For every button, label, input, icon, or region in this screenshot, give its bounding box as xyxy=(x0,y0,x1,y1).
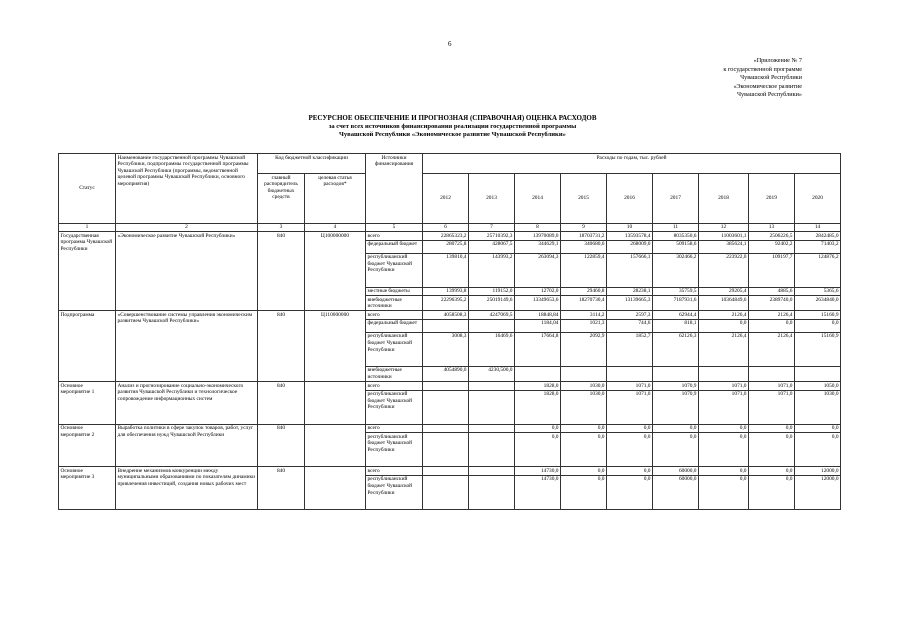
cell-value: 16469,6 xyxy=(469,332,515,366)
cell-value: 0,0 xyxy=(607,424,653,433)
header-expenses: Расходы по годам, тыс. рублей xyxy=(423,154,841,174)
column-number: 11 xyxy=(653,224,699,232)
cell-value: 3114,2 xyxy=(561,311,607,320)
cell-value xyxy=(749,366,795,381)
cell-value: 62126,3 xyxy=(653,332,699,366)
cell-value: 1071,0 xyxy=(749,390,795,424)
cell-value: 2597,3 xyxy=(607,311,653,320)
title-line: Чувашской Республики «Экономическое развитие Чувашской Республики» xyxy=(339,131,566,139)
column-number: 5 xyxy=(366,224,423,232)
header-year: 2015 xyxy=(561,174,607,224)
cell-source: республиканский бюджет Чувашской Республики xyxy=(366,475,423,509)
table-row xyxy=(59,424,841,433)
cell-value xyxy=(561,366,607,381)
cell-value: 2506226,5 xyxy=(749,232,795,241)
cell-value xyxy=(469,319,515,332)
cell-value: 13970089,0 xyxy=(515,232,561,241)
table-row xyxy=(59,232,841,241)
cell-value: 0,0 xyxy=(699,467,749,476)
cell-source: местные бюджеты xyxy=(366,287,423,296)
cell-value: 139993,8 xyxy=(423,287,469,296)
cell-value: 0,0 xyxy=(515,433,561,467)
cell-value xyxy=(469,467,515,476)
cell-value: 0,0 xyxy=(561,475,607,509)
cell-value: 0,0 xyxy=(607,475,653,509)
cell-value: 2126,4 xyxy=(749,332,795,366)
appendix-line: Чувашской Республики xyxy=(740,74,802,82)
cell-value: 1070,9 xyxy=(653,390,699,424)
cell-value xyxy=(469,382,515,391)
cell-value: 1030,0 xyxy=(561,382,607,391)
cell-value: 11003601,1 xyxy=(699,232,749,241)
cell-value: 1070,9 xyxy=(653,382,699,391)
cell-value: 263094,3 xyxy=(515,253,561,287)
cell-grbs: 840 xyxy=(258,311,305,382)
cell-status: Подпрограмма xyxy=(59,311,116,382)
appendix-line: «Приложение № 7 xyxy=(753,57,802,64)
cell-value: 60000,0 xyxy=(653,475,699,509)
cell-value: 0,0 xyxy=(653,433,699,467)
cell-source: всего xyxy=(366,311,423,320)
header-sources: Источники финансирования xyxy=(366,154,423,224)
cell-value: 3008,3 xyxy=(423,332,469,366)
header-year: 2017 xyxy=(653,174,699,224)
cell-value: 0,0 xyxy=(607,433,653,467)
header-year: 2020 xyxy=(795,174,841,224)
cell-source: республиканский бюджет Чувашской Республики xyxy=(366,253,423,287)
cell-value xyxy=(423,475,469,509)
cell-value: 1030,0 xyxy=(795,390,841,424)
cell-value xyxy=(469,424,515,433)
cell-source: федеральный бюджет xyxy=(366,319,423,332)
column-number: 3 xyxy=(258,224,305,232)
cell-value: 4054890,0 xyxy=(423,366,469,381)
cell-value: 0,0 xyxy=(749,467,795,476)
cell-value xyxy=(423,433,469,467)
cell-value: 13139665,3 xyxy=(607,296,653,311)
resource-table xyxy=(58,153,841,510)
cell-value: 8035350,6 xyxy=(653,232,699,241)
cell-value: 1030,0 xyxy=(561,390,607,424)
cell-csr xyxy=(305,424,366,467)
cell-source: республиканский бюджет Чувашской Республики xyxy=(366,433,423,467)
cell-value: 302466,2 xyxy=(653,253,699,287)
cell-value: 818,1 xyxy=(653,319,699,332)
cell-value: 1852,7 xyxy=(607,332,653,366)
header-year: 2016 xyxy=(607,174,653,224)
cell-grbs: 840 xyxy=(258,382,305,425)
cell-value: 22296395,2 xyxy=(423,296,469,311)
column-number: 8 xyxy=(515,224,561,232)
cell-value: 1050,0 xyxy=(795,382,841,391)
cell-source: всего xyxy=(366,424,423,433)
cell-value: 4885,6 xyxy=(749,287,795,296)
cell-value xyxy=(423,382,469,391)
cell-status: Основное мероприятие 1 xyxy=(59,382,116,425)
cell-value: 71403,2 xyxy=(795,240,841,253)
appendix-line: Чувашской Республики» xyxy=(737,91,802,99)
column-number: 12 xyxy=(699,224,749,232)
cell-value: 17664,8 xyxy=(515,332,561,366)
cell-value: 0,0 xyxy=(515,424,561,433)
cell-value: 139810,4 xyxy=(423,253,469,287)
cell-value: 109197,7 xyxy=(749,253,795,287)
table-row xyxy=(59,467,841,476)
cell-name: Выработка политики в сфере закупок товаров, работ, услуг для обеспечения нужд Чувашской Республики xyxy=(116,424,258,467)
cell-source: республиканский бюджет Чувашской Республики xyxy=(366,390,423,424)
cell-value: 0,0 xyxy=(653,424,699,433)
cell-value: 29205,4 xyxy=(699,287,749,296)
cell-value: 0,0 xyxy=(699,319,749,332)
column-number: 1 xyxy=(59,224,116,232)
cell-grbs: 840 xyxy=(258,232,305,311)
cell-value: 14730,0 xyxy=(515,475,561,509)
cell-value: 0,0 xyxy=(607,467,653,476)
cell-value: 143993,2 xyxy=(469,253,515,287)
cell-value: 157666,1 xyxy=(607,253,653,287)
cell-value: 0,0 xyxy=(561,433,607,467)
cell-value: 385624,1 xyxy=(699,240,749,253)
cell-value xyxy=(607,366,653,381)
table-row xyxy=(59,382,841,391)
cell-value: 2126,4 xyxy=(699,311,749,320)
page-number: 6 xyxy=(448,40,452,48)
cell-value: 1828,0 xyxy=(515,382,561,391)
column-number: 9 xyxy=(561,224,607,232)
cell-csr xyxy=(305,382,366,425)
cell-value xyxy=(469,390,515,424)
cell-source: республиканский бюджет Чувашской Республики xyxy=(366,332,423,366)
cell-value: 29460,8 xyxy=(561,287,607,296)
header-year: 2018 xyxy=(699,174,749,224)
cell-source: внебюджетные источники xyxy=(366,296,423,311)
cell-value: 1071,0 xyxy=(607,382,653,391)
cell-value: 18270730,4 xyxy=(561,296,607,311)
cell-value: 340680,6 xyxy=(561,240,607,253)
cell-value: 1071,0 xyxy=(699,390,749,424)
header-csr: целевая статья расходов* xyxy=(305,174,366,224)
cell-value: 344629,1 xyxy=(515,240,561,253)
cell-value: 13349653,6 xyxy=(515,296,561,311)
cell-value: 12000,0 xyxy=(795,467,841,476)
column-number: 7 xyxy=(469,224,515,232)
header-status: Статус xyxy=(59,154,116,224)
cell-value: 18848,84 xyxy=(515,311,561,320)
cell-source: внебюджетные источники xyxy=(366,366,423,381)
header-year: 2013 xyxy=(469,174,515,224)
cell-source: всего xyxy=(366,467,423,476)
cell-value: 280725,8 xyxy=(423,240,469,253)
cell-value: 0,0 xyxy=(795,319,841,332)
column-number: 13 xyxy=(749,224,795,232)
cell-value: 13593578,4 xyxy=(607,232,653,241)
header-grbs: главный распорядитель бюджетных средств xyxy=(258,174,305,224)
cell-value: 2126,4 xyxy=(749,311,795,320)
cell-value: 1071,0 xyxy=(607,390,653,424)
header-year: 2014 xyxy=(515,174,561,224)
cell-name: Анализ и прогнозирование социально-экономического развития Чувашской Республики и технологическое сопровождение информационных систем xyxy=(116,382,258,425)
cell-value xyxy=(653,366,699,381)
cell-value: 7187931,6 xyxy=(653,296,699,311)
cell-value: 0,0 xyxy=(749,424,795,433)
cell-value: 15160,9 xyxy=(795,311,841,320)
header-name: Наименование государственной программы Чувашской Республики, подпрограммы государственной программы Чувашской Республики (программы, ведомственной целевой программы Чувашской Республики, основного мероприятия) xyxy=(116,154,258,224)
cell-value: 1021,3 xyxy=(561,319,607,332)
cell-value: 223922,0 xyxy=(699,253,749,287)
column-number: 14 xyxy=(795,224,841,232)
header-code: Код бюджетной классификации xyxy=(258,154,366,174)
cell-status: Основное мероприятие 2 xyxy=(59,424,116,467)
cell-value: 0,0 xyxy=(749,475,795,509)
cell-value: 0,0 xyxy=(561,424,607,433)
cell-value: 5365,6 xyxy=(795,287,841,296)
cell-value: 0,0 xyxy=(749,319,795,332)
cell-grbs: 840 xyxy=(258,467,305,510)
cell-status: Государственная программа Чувашской Республики xyxy=(59,232,116,311)
cell-source: всего xyxy=(366,382,423,391)
cell-value: 119152,0 xyxy=(469,287,515,296)
cell-value: 0,0 xyxy=(795,424,841,433)
cell-value: 2092,9 xyxy=(561,332,607,366)
cell-value: 10364849,6 xyxy=(699,296,749,311)
cell-source: федеральный бюджет xyxy=(366,240,423,253)
cell-value: 15160,9 xyxy=(795,332,841,366)
cell-name: «Совершенствование системы управления экономическим развитием Чувашской Республики» xyxy=(116,311,258,382)
table-row xyxy=(59,311,841,320)
cell-value xyxy=(699,366,749,381)
cell-value: 2634840,0 xyxy=(795,296,841,311)
cell-value xyxy=(795,366,841,381)
cell-value: 268009,0 xyxy=(607,240,653,253)
cell-value: 12000,0 xyxy=(795,475,841,509)
cell-value: 14730,0 xyxy=(515,467,561,476)
cell-value xyxy=(469,433,515,467)
cell-value: 4230,500,0 xyxy=(469,366,515,381)
cell-value: 0,0 xyxy=(699,475,749,509)
cell-value: 122859,4 xyxy=(561,253,607,287)
appendix-line: к государственной программе xyxy=(723,65,802,73)
cell-value: 22865323,2 xyxy=(423,232,469,241)
column-number: 6 xyxy=(423,224,469,232)
cell-value: 92402,2 xyxy=(749,240,795,253)
cell-value: 2389740,0 xyxy=(749,296,795,311)
cell-value: 25019149,6 xyxy=(469,296,515,311)
cell-value xyxy=(423,390,469,424)
cell-value: 2126,4 xyxy=(699,332,749,366)
cell-name: «Экономическое развитие Чувашской Республики» xyxy=(116,232,258,311)
cell-value: 2842485,0 xyxy=(795,232,841,241)
appendix-line: «Экономическое развитие xyxy=(733,82,802,90)
cell-value: 25710392,3 xyxy=(469,232,515,241)
cell-grbs: 840 xyxy=(258,424,305,467)
cell-value: 1071,0 xyxy=(699,382,749,391)
column-number: 10 xyxy=(607,224,653,232)
cell-value: 28238,1 xyxy=(607,287,653,296)
cell-csr: Ц110000000 xyxy=(305,311,366,382)
cell-value: 1184,04 xyxy=(515,319,561,332)
cell-value: 428067,5 xyxy=(469,240,515,253)
cell-value: 4058508,3 xyxy=(423,311,469,320)
cell-value xyxy=(423,467,469,476)
header-year: 2012 xyxy=(423,174,469,224)
cell-value: 60000,0 xyxy=(653,467,699,476)
column-number: 4 xyxy=(305,224,366,232)
cell-value: 509158,6 xyxy=(653,240,699,253)
cell-value: 1071,0 xyxy=(749,382,795,391)
column-number-row xyxy=(59,224,841,232)
cell-value: 0,0 xyxy=(699,433,749,467)
cell-csr: Ц100000000 xyxy=(305,232,366,311)
cell-value: 0,0 xyxy=(699,424,749,433)
cell-value: 0,0 xyxy=(561,467,607,476)
cell-name: Внедрение механизмов конкуренции между муниципальными образованиями по показателям динамики привлечения инвестиций, создания новых рабочих мест xyxy=(116,467,258,510)
cell-value: 4247069,5 xyxy=(469,311,515,320)
cell-source: всего xyxy=(366,232,423,241)
title-line: за счет всех источников финансирования реализации государственной программы xyxy=(328,122,577,130)
cell-value: 18703731,2 xyxy=(561,232,607,241)
title-line: РЕСУРСНОЕ ОБЕСПЕЧЕНИЕ И ПРОГНОЗНАЯ (СПРАВОЧНАЯ) ОЦЕНКА РАСХОДОВ xyxy=(308,114,597,122)
cell-value: 124876,2 xyxy=(795,253,841,287)
cell-value: 0,0 xyxy=(749,433,795,467)
cell-value xyxy=(515,366,561,381)
cell-status: Основное мероприятие 3 xyxy=(59,467,116,510)
cell-value xyxy=(423,424,469,433)
cell-value: 744,6 xyxy=(607,319,653,332)
cell-value: 12702,0 xyxy=(515,287,561,296)
header-year: 2019 xyxy=(749,174,795,224)
appendix-note xyxy=(723,57,802,100)
cell-csr xyxy=(305,467,366,510)
document-title xyxy=(200,114,705,140)
cell-value xyxy=(423,319,469,332)
cell-value: 0,0 xyxy=(795,433,841,467)
cell-value xyxy=(469,475,515,509)
cell-value: 35759,5 xyxy=(653,287,699,296)
cell-value: 1828,0 xyxy=(515,390,561,424)
column-number: 2 xyxy=(116,224,258,232)
cell-value: 62944,4 xyxy=(653,311,699,320)
